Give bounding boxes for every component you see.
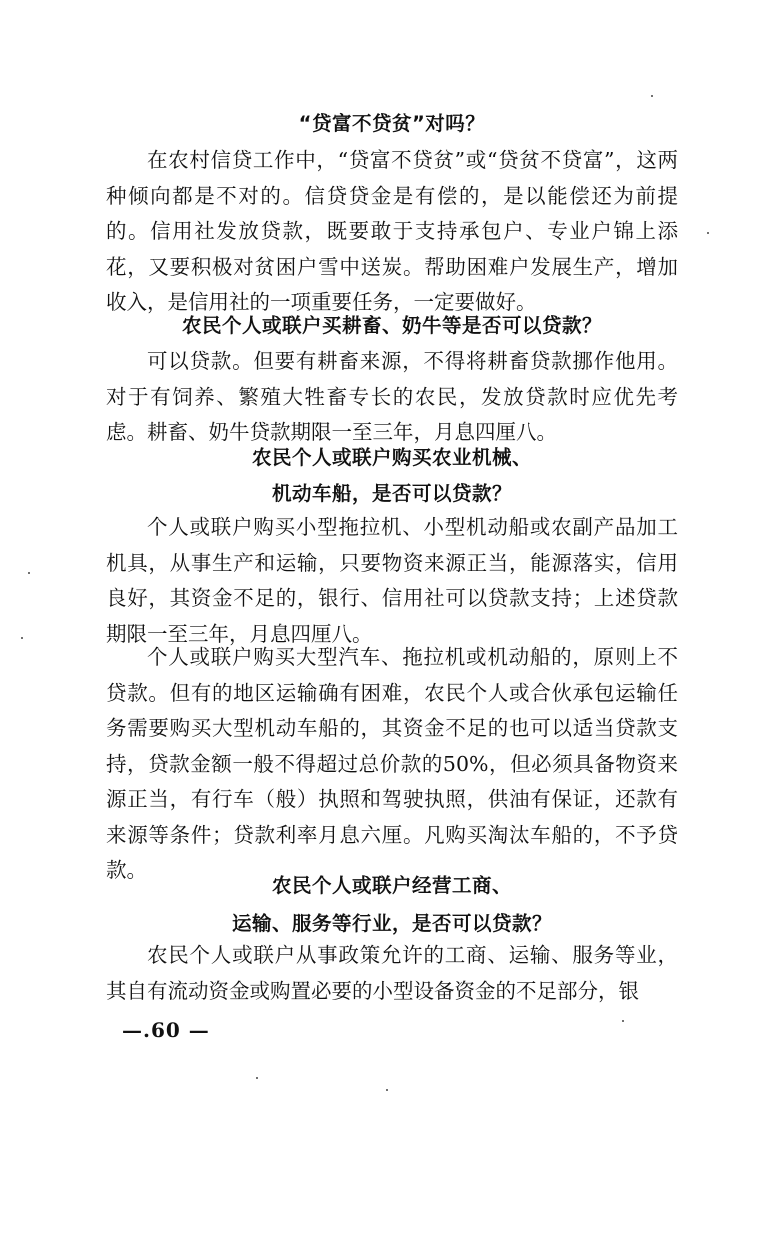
section-heading-3-line-1: 农民个人或联户购买农业机械、: [251, 446, 532, 469]
section-paragraph-4: 农民个人或联户从事政策允许的工商、运输、服务等业，其自有流动资金或购置必要的小型设备资金的不足部分，银: [106, 943, 678, 1003]
section-paragraph-1: 在农村信贷工作中，“贷富不贷贫”或“贷贫不贷富”，这两种倾向都是不对的。信贷贷金是有偿的，是以能偿还为前提的。信用社发放贷款，既要敢于支持承包户、专业户锦上添花，又要积极对贫困户雪中送炭。帮助困难户发展生产，增加收入，是信用社的一项重要任务，一定要做好。: [106, 148, 678, 314]
section-heading-4-line-2: 运输、服务等行业，是否可以贷款？: [231, 912, 552, 935]
scan-speck: [28, 572, 30, 574]
section-paragraph-2: 可以贷款。但要有耕畜来源，不得将耕畜贷款挪作他用。对于有饲养、繁殖大牲畜专长的农民，发放贷款时应优先考虑。耕畜、奶牛贷款期限一至三年，月息四厘八。: [106, 349, 678, 444]
section-heading-4-line-1: 农民个人或联户经营工商、: [271, 874, 512, 897]
scan-speck: [256, 1077, 258, 1079]
scan-speck: [386, 1089, 388, 1091]
section-paragraph-3a: 个人或联户购买小型拖拉机、小型机动船或农副产品加工机具，从事生产和运输，只要物资来源正当，能源落实，信用良好，其资金不足的，银行、信用社可以贷款支持；上述贷款期限一至三年，月息四厘八。: [106, 515, 678, 646]
scan-speck: [651, 95, 653, 97]
section-heading-3-line-2: 机动车船，是否可以贷款？: [271, 482, 512, 505]
section-heading-1: “贷富不贷贫”对吗？: [298, 112, 486, 135]
page-number: —.60 —: [122, 1018, 210, 1042]
scan-speck: [622, 1020, 624, 1022]
scan-speck: [707, 232, 709, 234]
section-paragraph-3b: 个人或联户购买大型汽车、拖拉机或机动船的，原则上不贷款。但有的地区运输确有困难，农民个人或合伙承包运输任务需要购买大型机动车船的，其资金不足的也可以适当贷款支持，贷款金额一般不得超过总价款的50%，但必须具备物资来源正当，有行车（般）执照和驾驶执照，供油有保证，还款有来源等条件；贷款利率月息六厘。凡购买淘汰车船的，不予贷款。: [106, 645, 678, 882]
scan-speck: [21, 637, 23, 639]
section-heading-2: 农民个人或联户买耕畜、奶牛等是否可以贷款？: [181, 314, 602, 337]
